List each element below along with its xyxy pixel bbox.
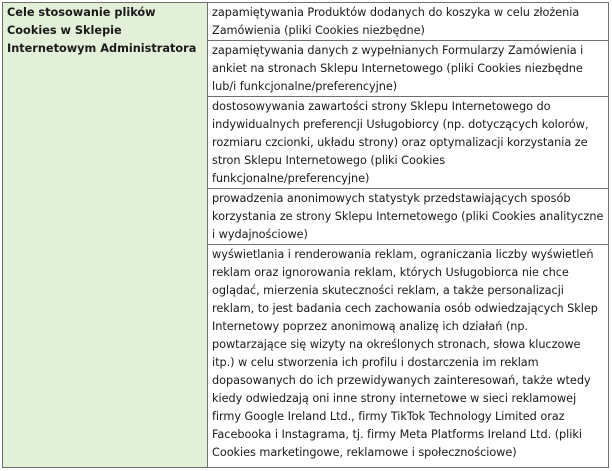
purpose-text: zapamiętywania Produktów dodanych do koszyka w celu złożenia Zamówienia (pliki Cookies niezbędne) [212,6,580,37]
purpose-cell-cart [208,3,609,41]
purposes-label: Cele stosowanie plików Cookies w Sklepie Internetowym Administratora [7,6,197,55]
cookies-purposes-table [2,2,609,468]
purpose-text: dostosowywania zawartości strony Sklepu Internetowego do indywidualnych preferencji Usługobiorcy (np. dotyczących kolorów, rozmiaru czcionki, układu strony) oraz optymalizacji korzystania ze stron Sklepu Internetowego (pliki Cookies funkcjonalne/preferencyjne) [212,100,589,185]
purpose-text: prowadzenia anonimowych statystyk przedstawiających sposób korzystania ze strony Sklepu Internetowego (pliki Cookies analityczne i wydajnościowe) [212,192,604,241]
purpose-cell-preferences [208,97,609,189]
purposes-label-cell [3,3,208,468]
purpose-cell-forms [208,41,609,97]
purpose-text: zapamiętywania danych z wypełnianych Formularzy Zamówienia i ankiet na stronach Sklepu Internetowego (pliki Cookies niezbędne lub/i funkcjonalne/preferencyjne) [212,44,584,93]
purpose-cell-advertising [208,245,609,468]
purpose-text: wyświetlania i renderowania reklam, ograniczania liczby wyświetleń reklam oraz ignorowania reklam, których Usługobiorca nie chce oglądać, mierzenia skuteczności reklam, a także personalizacji reklam, to jest badania cech zachowania osób odwiedzających Sklep Internetowy poprzez anonimową analizę ich działań (np. powtarzające się wizyty na określonych stronach, słowa kluczowe itp.) w celu stworzenia ich profilu i dostarczenia im reklam dopasowanych do ich przewidywanych zainteresowań, także wtedy kiedy odwiedzają oni inne strony internetowe w sieci reklamowej firmy Google Ireland Ltd., firmy TikTok Technology Limited oraz Facebooka i Instagrama, tj. firmy Meta Platforms Ireland Ltd. (pliki Cookies marketingowe, reklamowe i społecznościowe) [212,248,598,459]
table-row [3,3,609,41]
purpose-cell-statistics [208,189,609,245]
